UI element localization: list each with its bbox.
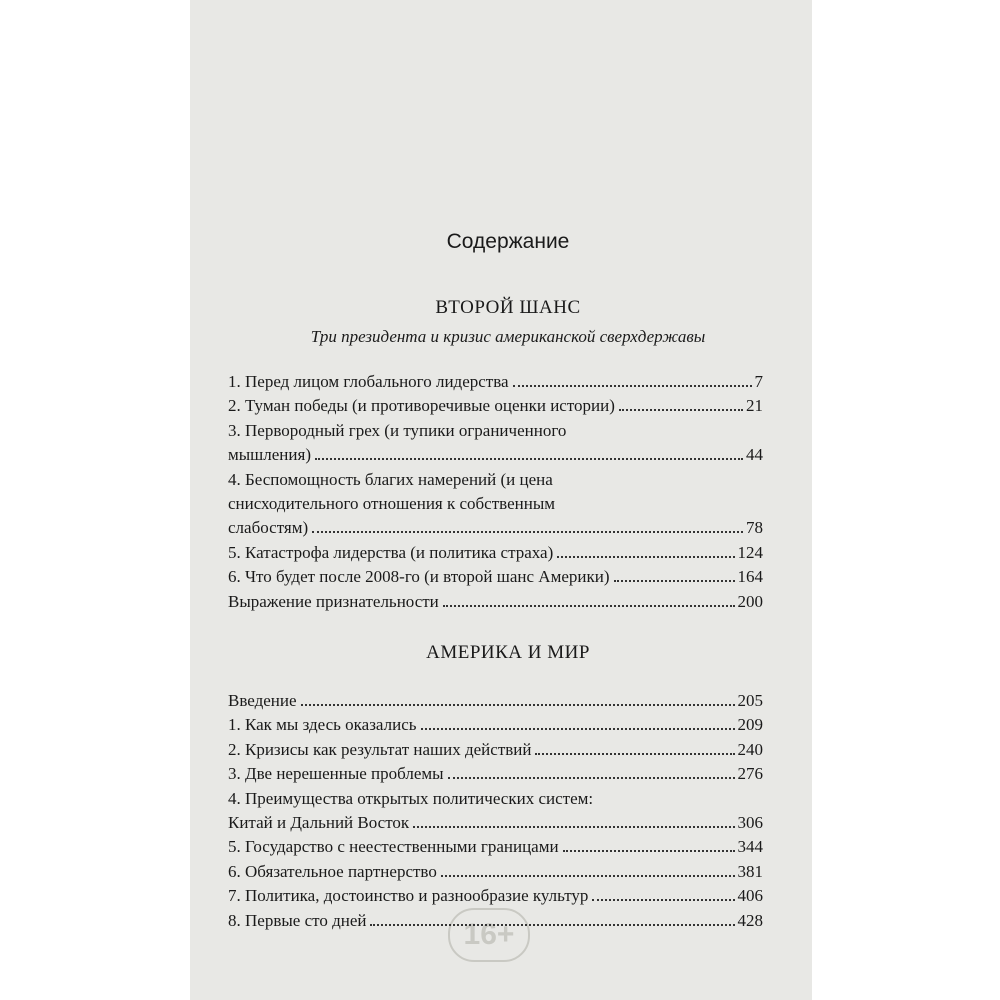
toc-entry-title: Китай и Дальний Восток xyxy=(228,813,410,833)
toc-entry-page: 240 xyxy=(737,739,763,759)
part-1-heading: ВТОРОЙ ШАНС xyxy=(435,297,581,318)
toc-entry-title: 1. Перед лицом глобального лидерства xyxy=(228,372,509,391)
toc-entry-page: 164 xyxy=(737,567,763,587)
toc-entry-title: 4. Беспомощность благих намерений (и цена xyxy=(228,469,553,489)
toc-entry-page: 44 xyxy=(746,445,763,465)
toc-entry xyxy=(228,835,763,859)
dot-leader xyxy=(312,531,743,533)
toc-entry-page: 306 xyxy=(737,813,763,833)
toc-entry-title: Введение xyxy=(228,691,297,710)
dot-leader xyxy=(413,826,734,828)
toc-entry-page: 209 xyxy=(737,715,763,735)
toc-entry-page: 200 xyxy=(737,591,763,611)
toc-entry xyxy=(228,565,763,589)
toc-entry-title: 2. Туман победы (и противоречивые оценки истории) xyxy=(228,396,615,416)
toc-entry xyxy=(228,738,763,762)
dot-leader xyxy=(421,728,735,730)
toc-entry-page: 124 xyxy=(737,542,763,562)
part-2-heading: АМЕРИКА И МИР xyxy=(426,642,590,663)
toc-entry-title: 6. Что будет после 2008-го (и второй шанс Америки) xyxy=(228,567,610,587)
dot-leader xyxy=(370,924,734,926)
dot-leader xyxy=(441,875,735,877)
toc-entry xyxy=(228,419,763,468)
toc-entry-page: 428 xyxy=(737,910,763,930)
toc-entry xyxy=(228,541,763,565)
toc-entry xyxy=(228,860,763,884)
toc-entry-title: 6. Обязательное партнерство xyxy=(228,861,437,881)
dot-leader xyxy=(592,899,734,901)
toc-entry-title: слабостям) xyxy=(228,518,309,538)
dot-leader xyxy=(513,385,752,387)
toc-entry-title: 5. Катастрофа лидерства (и политика страха) xyxy=(228,542,554,562)
toc-entry-title: 1. Как мы здесь оказались xyxy=(228,715,417,735)
toc-entry-title: 5. Государство с неестественными границами xyxy=(228,837,559,857)
toc-entry-title: мышления) xyxy=(228,445,311,465)
toc-entry xyxy=(228,884,763,908)
dot-leader xyxy=(315,458,743,460)
dot-leader xyxy=(614,580,735,582)
toc-entry xyxy=(228,394,763,418)
dot-leader xyxy=(443,605,735,607)
toc-entry-page: 406 xyxy=(737,886,763,906)
toc-entry xyxy=(228,468,763,541)
toc-entry-title: 3. Две нерешенные проблемы xyxy=(228,764,444,784)
toc-entry-title: 8. Первые сто дней xyxy=(228,910,367,930)
toc-entry-title: снисходительного отношения к собственным xyxy=(228,494,556,514)
toc-entry xyxy=(228,370,763,394)
dot-leader xyxy=(563,850,735,852)
part-1-entries xyxy=(228,370,763,614)
toc-entry-page: 344 xyxy=(737,837,763,857)
dot-leader xyxy=(619,409,743,411)
toc-entry xyxy=(228,787,763,836)
toc-entry xyxy=(228,689,763,713)
toc-entry-page: 276 xyxy=(737,764,763,784)
dot-leader xyxy=(448,777,735,779)
page-title: Содержание xyxy=(446,230,570,253)
toc-entry xyxy=(228,909,763,933)
part-1-subtitle: Три президента и кризис американской сверхдержавы xyxy=(310,327,706,346)
toc-entry-title: 4. Преимущества открытых политических систем: xyxy=(228,788,594,808)
toc-entry-title: 7. Политика, достоинство и разнообразие культур xyxy=(228,886,589,906)
dot-leader xyxy=(301,704,735,706)
dot-leader xyxy=(535,753,734,755)
toc-entry-page: 205 xyxy=(737,691,763,710)
part-2-entries xyxy=(228,689,763,933)
toc-entry xyxy=(228,713,763,737)
toc-entry-title: 2. Кризисы как результат наших действий xyxy=(228,739,532,759)
toc-entry-page: 21 xyxy=(746,396,763,416)
toc-entry-title: Выражение признательности xyxy=(228,591,439,611)
dot-leader xyxy=(557,556,734,558)
toc-entry-title: 3. Первородный грех (и тупики ограниченного xyxy=(228,420,567,440)
age-rating-stamp: 16+ xyxy=(448,908,530,962)
toc-entry-page: 78 xyxy=(746,518,763,538)
toc-entry xyxy=(228,590,763,614)
toc-entry xyxy=(228,762,763,786)
toc-entry-page: 7 xyxy=(754,372,763,391)
toc-entry-page: 381 xyxy=(737,861,763,881)
table-of-contents xyxy=(228,0,788,1000)
